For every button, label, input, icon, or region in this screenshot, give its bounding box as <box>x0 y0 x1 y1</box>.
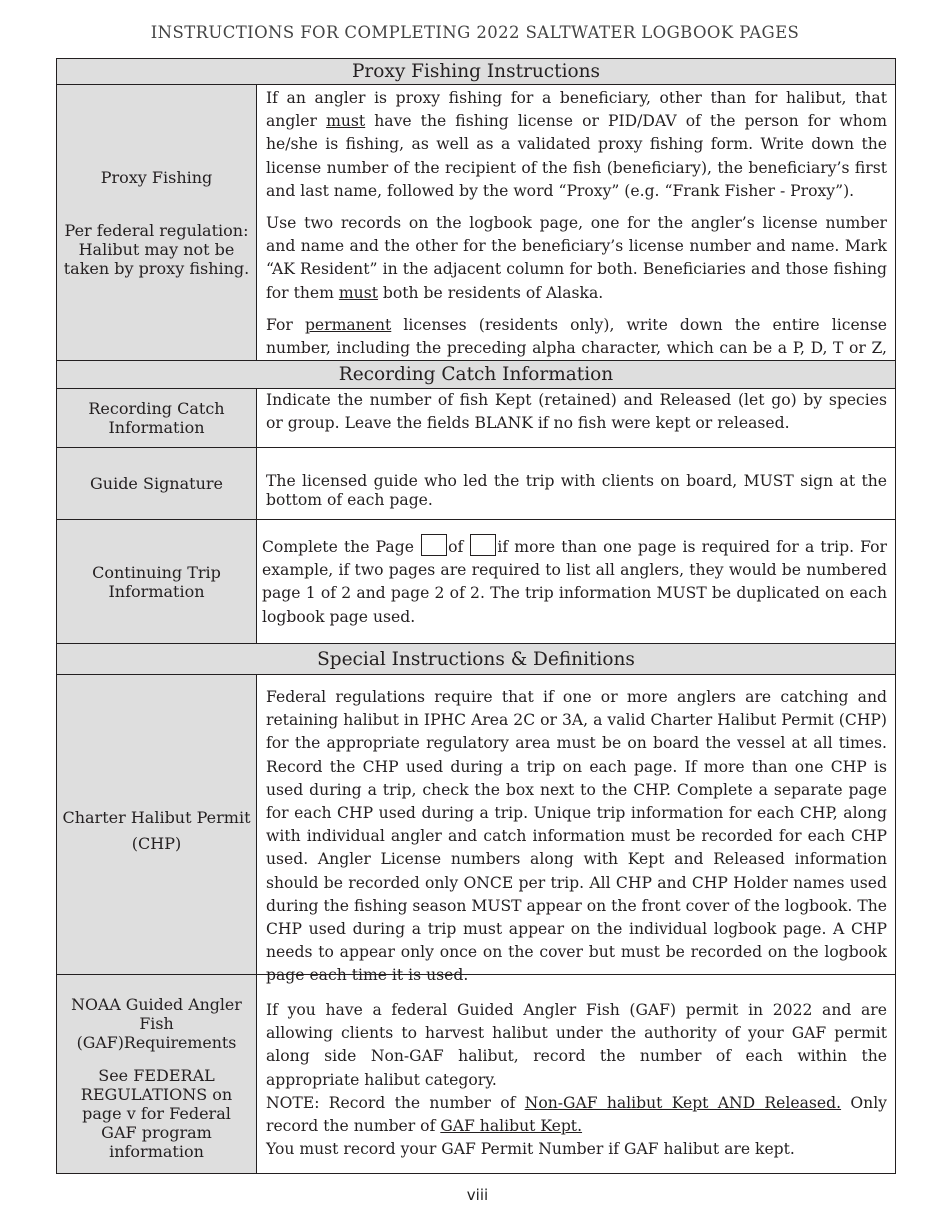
recording-catch-text <box>256 388 896 448</box>
proxy-fishing-title: Proxy Fishing <box>100 167 213 187</box>
gaf-label <box>56 974 257 1174</box>
gaf-paragraph-2: NOTE: Record the number of Non-GAF halibut Kept AND Released. Only record the number of GAF halibut Kept. <box>266 1093 887 1136</box>
continuing-trip-paragraph: Complete the Page of if more than one page is required for a trip. For example, if two pages are required to list all anglers, they would be numbered page 1 of 2 and page 2 of 2. The trip information MUST be duplicated on each logbook page used. <box>262 534 887 629</box>
proxy-paragraph-1: If an angler is proxy fishing for a beneficiary, other than for halibut, that angler must have the fishing license or PID/DAV of the person for whom he/she is fishing, as well as a validated proxy fishing form. Write down the license number of the recipient of the fish (beneficiary), the beneficiary’s first and last name, followed by the word “Proxy” (e.g. “Frank Fisher - Proxy”). <box>266 89 887 200</box>
guide-signature-text <box>256 447 896 520</box>
gaf-label-title: NOAA Guided Angler Fish (GAF)Requirements <box>71 995 242 1052</box>
gaf-label-note: See FEDERAL REGULATIONS on page v for Federal GAF program information <box>80 1066 233 1161</box>
proxy-fishing-text <box>256 84 896 361</box>
proxy-section-header: Proxy Fishing Instructions <box>56 58 896 85</box>
continuing-trip-label: Continuing Trip Information <box>56 519 257 644</box>
recording-catch-label: Recording Catch Information <box>56 388 257 448</box>
proxy-fishing-label <box>56 84 257 361</box>
special-section-header: Special Instructions & Definitions <box>56 643 896 675</box>
chp-paragraph: Federal regulations require that if one or more anglers are catching and retaining halibut in IPHC Area 2C or 3A, a valid Charter Halibut Permit (CHP) for the appropriate regulatory area must be on board the vessel at all times. Record the CHP used during a trip on each page. If more than one CHP is used during a trip, check the box next to the CHP. Complete a separate page for each CHP used during a trip. Unique trip information for each CHP, along with individual angler and catch information must be recorded for each CHP used. Angler License numbers along with Kept and Released information should be recorded only ONCE per trip. All CHP and CHP Holder names used during the fishing season MUST appear on the front cover of the logbook. The CHP used during a trip must appear on the individual logbook page. A CHP needs to appear only once on the cover but must be recorded on the logbook page each time it is used. <box>266 688 887 985</box>
guide-signature-paragraph: The licensed guide who led the trip with clients on board, MUST sign at the bottom of each page. <box>266 472 887 509</box>
page-number-box <box>421 534 447 556</box>
gaf-text <box>256 974 896 1174</box>
proxy-halibut-note: Per federal regulation: Halibut may not be taken by proxy fishing. <box>63 220 250 278</box>
chp-label-line1: Charter Halibut Permit <box>62 807 251 827</box>
chp-text <box>256 674 896 985</box>
gaf-paragraph-3: You must record your GAF Permit Number if GAF halibut are kept. <box>266 1140 795 1159</box>
chp-label <box>56 674 257 975</box>
chp-label-line2: (CHP) <box>131 833 182 853</box>
recording-catch-paragraph: Indicate the number of fish Kept (retained) and Released (let go) by species or group. Leave the fields BLANK if no fish were kept or released. <box>266 391 887 433</box>
proxy-paragraph-2: Use two records on the logbook page, one for the angler’s license number and name and the other for the beneficiary’s license number and name. Mark “AK Resident” in the adjacent column for both. Beneficiaries and those fishing for them must both be residents of Alaska. <box>266 214 887 302</box>
continuing-trip-text <box>256 519 896 644</box>
catch-section-header: Recording Catch Information <box>56 360 896 389</box>
gaf-paragraph-1: If you have a federal Guided Angler Fish (GAF) permit in 2022 and are allowing clients to harvest halibut under the authority of your GAF permit along side Non-GAF halibut, record the number of each within the appropriate halibut category. <box>266 1001 887 1089</box>
page-number: viii <box>466 1186 489 1204</box>
proxy-paragraph-3: For permanent licenses (residents only), write down the entire license number, including the preceding alpha character, which can be a P, D, T or Z, <box>266 315 887 358</box>
page-title: INSTRUCTIONS FOR COMPLETING 2022 SALTWATER LOGBOOK PAGES <box>150 23 800 42</box>
guide-signature-label: Guide Signature <box>56 447 257 520</box>
page-total-box <box>470 534 496 556</box>
